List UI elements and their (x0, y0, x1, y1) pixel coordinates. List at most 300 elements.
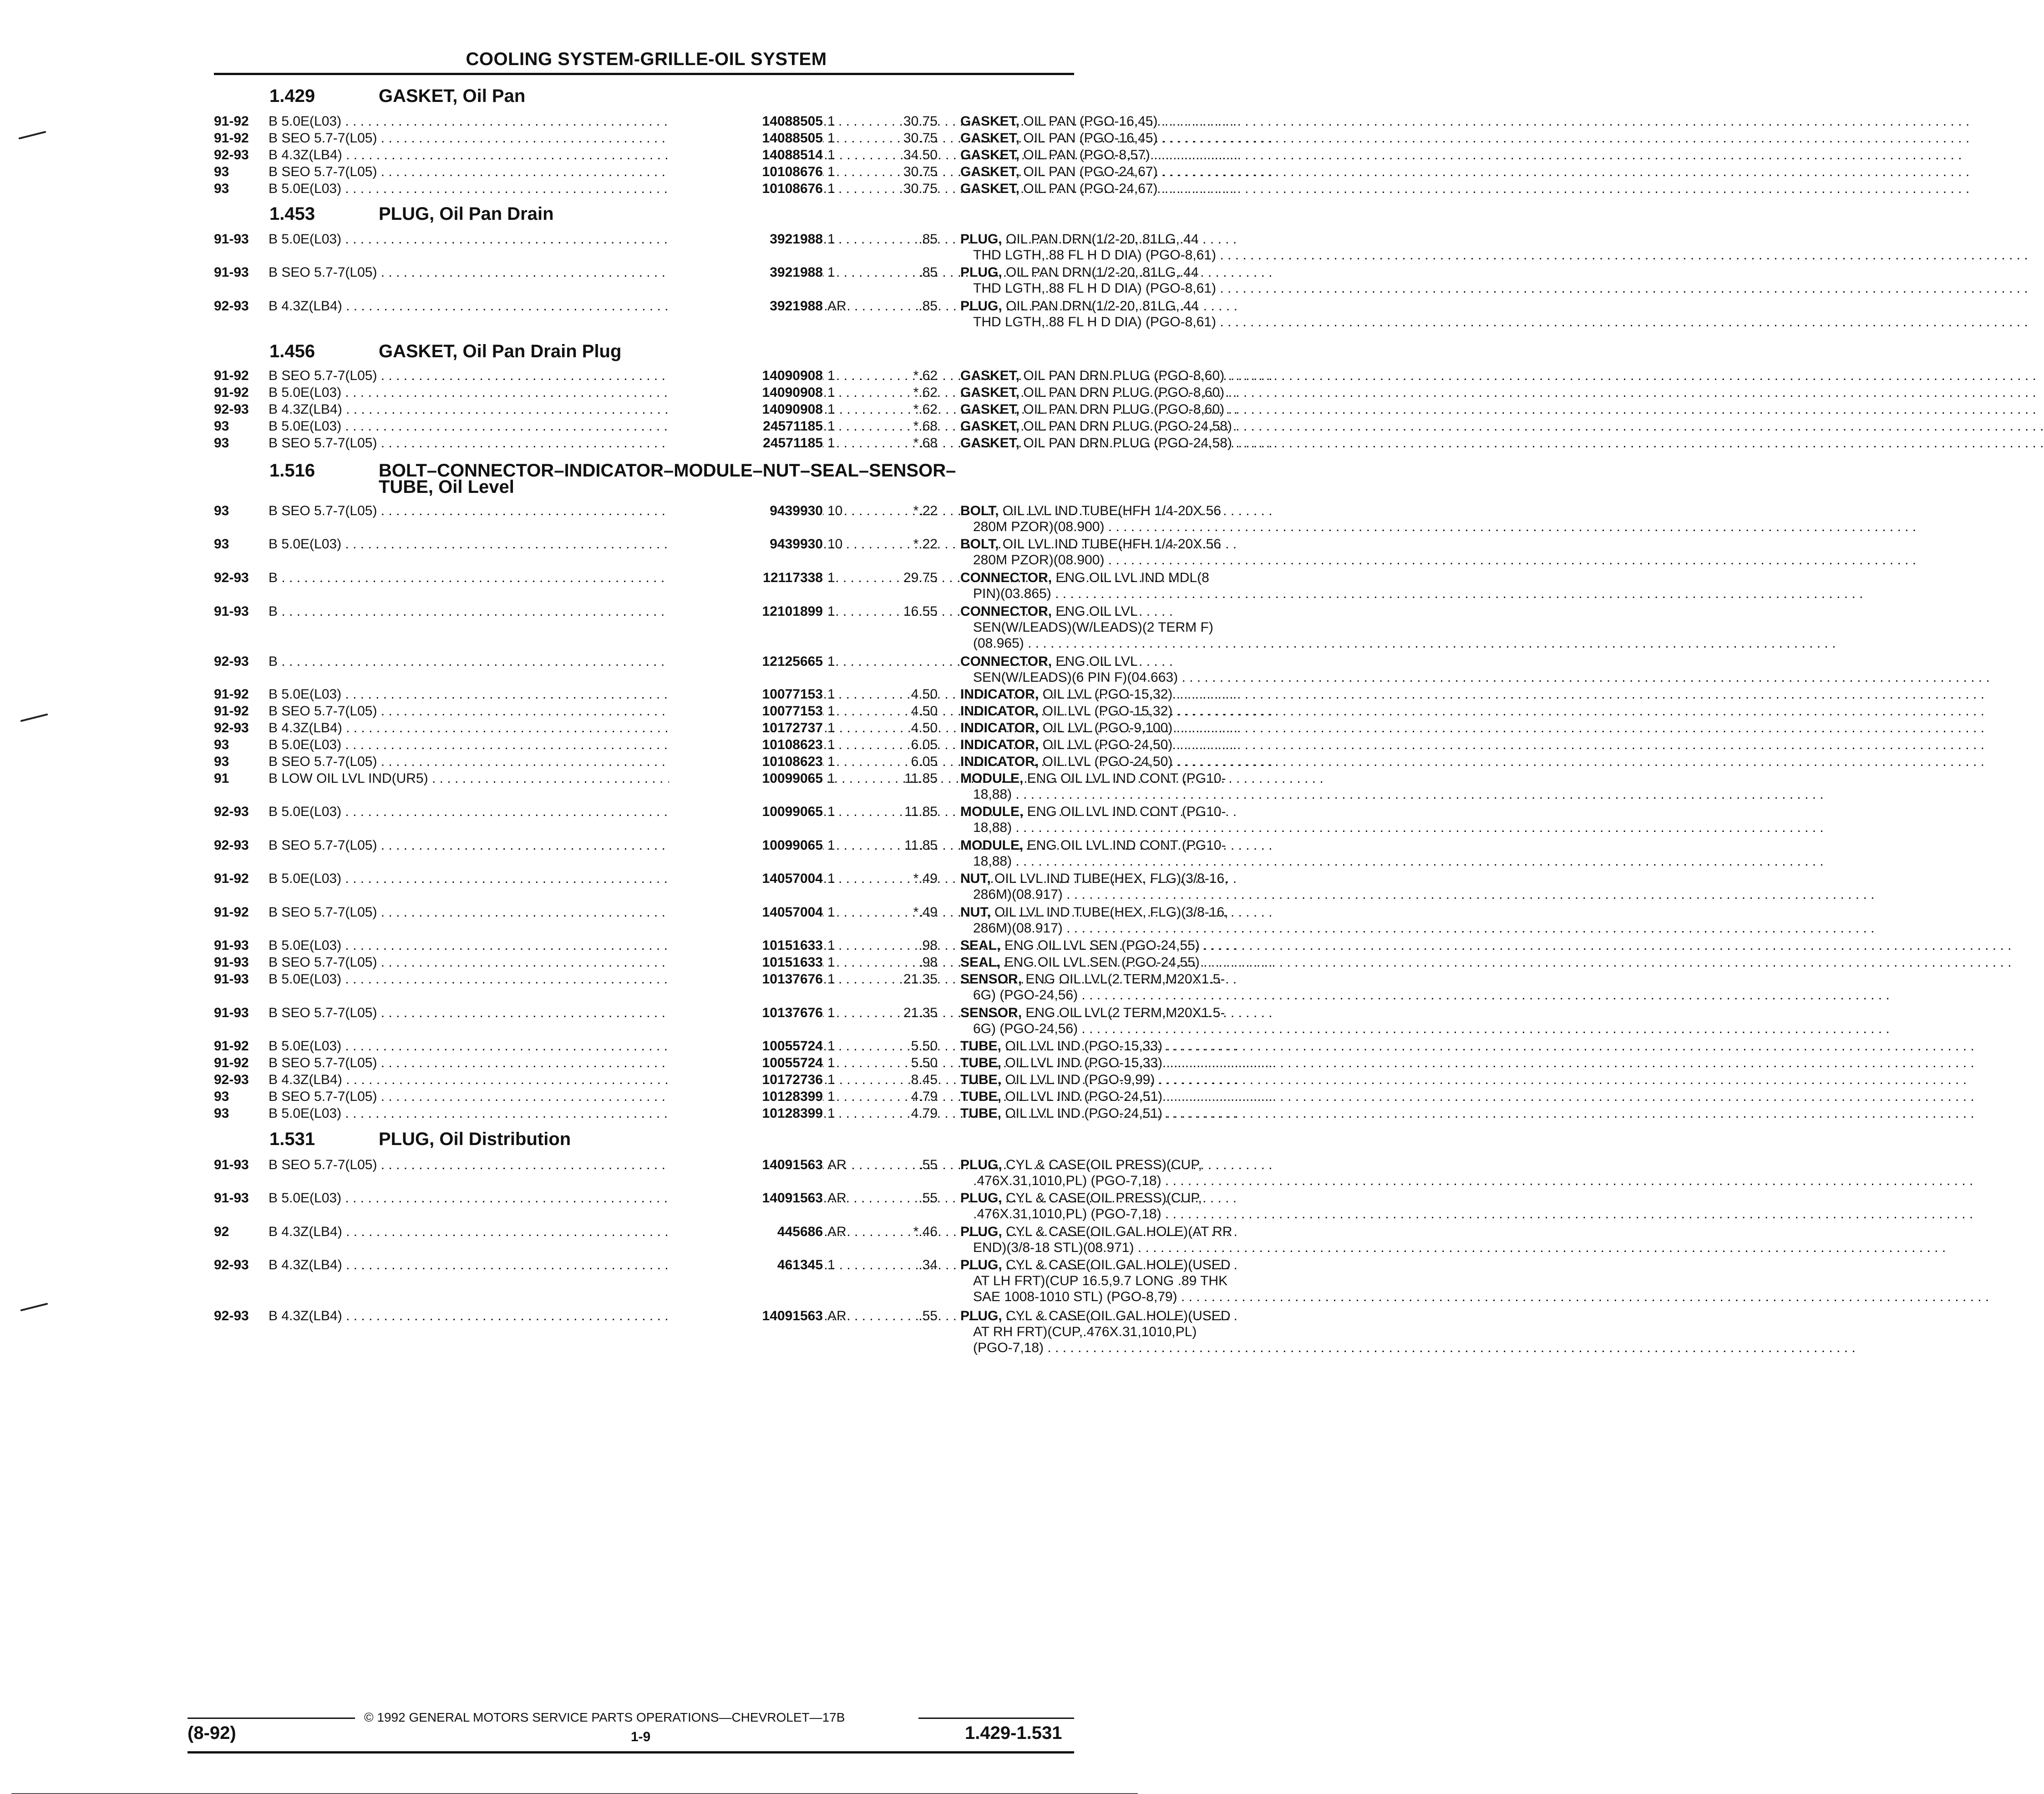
part-name: GASKET, (960, 147, 1020, 162)
part-detail: OIL PAN (PGO-24,67) (1023, 164, 1158, 179)
part-description (960, 264, 1288, 280)
part-detail: OIL LVL IND TUBE(HFH 1/4-20X.56 (1002, 503, 1221, 518)
engine-model: B 5.0E(L03) . . . (269, 385, 719, 400)
part-number: 10137676 (669, 1005, 823, 1021)
model-years: 91-93 (214, 938, 249, 953)
section-heading (269, 1130, 1043, 1148)
part-number: 14088505 (669, 130, 823, 146)
description-continued: THD LGTH,.88 FL H D DIA) (PGO-8,61) . . . (973, 247, 1288, 263)
price: 5.50 (911, 1055, 938, 1070)
quantity: 10 (827, 537, 843, 552)
price: 16.55 (903, 604, 938, 619)
price: 4.79 (911, 1089, 938, 1104)
revision-date: (8-92) (188, 1723, 236, 1743)
engine-model: B 4.3Z(LB4) . . . (269, 147, 719, 163)
part-name: TUBE, (960, 1055, 1001, 1070)
part-detail: OIL PAN DRN PLUG (PGO-8,60) (1023, 385, 1225, 400)
header-rule (214, 73, 1074, 75)
parts-row (214, 385, 1225, 400)
part-description (960, 804, 1288, 820)
price: 8.45 (911, 1072, 938, 1087)
model-years: 92-93 (214, 147, 249, 162)
part-detail: OIL PAN DRN PLUG (PGO-24,58) (1023, 436, 1232, 451)
quantity: 1 (827, 1089, 835, 1104)
parts-row (214, 1005, 1225, 1037)
part-name: GASKET, (960, 368, 1020, 383)
part-number: 10151633 (669, 938, 823, 953)
price: 30.75 (903, 181, 938, 196)
part-number: 10055724 (669, 1038, 823, 1054)
price: *.62 (913, 402, 938, 417)
parts-row (214, 298, 1216, 330)
part-description (960, 231, 1288, 247)
parts-row (214, 754, 1173, 770)
model-years: 91-93 (214, 232, 249, 247)
parts-row (214, 1157, 1202, 1189)
quantity: 1 (827, 1257, 835, 1272)
price: 6.05 (911, 754, 938, 769)
engine-model: B SEO 5.7-7(L05) . . . (269, 1055, 719, 1071)
description-continued: PIN)(03.865) . . . (973, 586, 1288, 602)
part-detail: OIL LVL IND (PGO-24,51) (1005, 1089, 1163, 1104)
part-detail: CYL & CASE(OIL PRESS)(CUP, (1006, 1157, 1202, 1172)
model-years: 93 (214, 737, 229, 752)
part-number: 12117338 (669, 570, 823, 586)
section-title: GASKET, Oil Pan (379, 86, 526, 106)
model-years: 91-93 (214, 972, 249, 987)
price: *.22 (913, 537, 938, 552)
part-number: 10055724 (669, 1055, 823, 1071)
price: .34 (918, 1257, 938, 1272)
quantity: 1 (827, 131, 835, 146)
part-description (960, 147, 1288, 163)
parts-row (214, 1072, 1155, 1088)
engine-model: B 5.0E(L03) . . . (269, 536, 719, 552)
part-description (960, 181, 1288, 197)
quantity: 1 (827, 720, 835, 735)
model-years: 92 (214, 1224, 229, 1239)
part-detail: OIL LVL (PGO-24,50) (1042, 754, 1173, 769)
part-description (960, 954, 1288, 970)
margin-mark (18, 131, 46, 140)
part-name: PLUG, (960, 1191, 1002, 1206)
price: 11.85 (904, 838, 938, 853)
part-description (960, 536, 1288, 552)
part-name: INDICATOR, (960, 754, 1039, 769)
page-title: COOLING SYSTEM-GRILLE-OIL SYSTEM (466, 49, 827, 69)
quantity: 1 (827, 1039, 835, 1054)
model-years: 93 (214, 181, 229, 196)
price: 4.50 (911, 720, 938, 735)
model-years: 93 (214, 503, 229, 518)
parts-row (214, 1055, 1163, 1071)
price: .55 (918, 1157, 938, 1172)
parts-row (214, 181, 1158, 197)
part-description (960, 418, 1288, 434)
price: .55 (918, 1191, 938, 1206)
part-number: 10172736 (669, 1072, 823, 1088)
part-description (960, 298, 1288, 314)
parts-row (214, 837, 1226, 869)
part-description (960, 971, 1288, 987)
part-number: 461345 (669, 1257, 823, 1273)
engine-model: B LOW OIL LVL IND(UR5) . . . (269, 770, 719, 786)
part-detail: OIL PAN (PGO-16,45) (1023, 131, 1158, 146)
model-years: 92-93 (214, 720, 249, 735)
part-number: 14090908 (669, 385, 823, 400)
part-description (960, 113, 1288, 129)
quantity: 1 (827, 232, 835, 247)
part-detail: OIL LVL IND TUBE(HFH 1/4-20X.56 (1002, 537, 1221, 552)
engine-model: B 4.3Z(LB4) . . . (269, 720, 719, 736)
footer-rule-right (918, 1718, 1074, 1719)
part-name: PLUG, (960, 1157, 1002, 1172)
price: *.46 (913, 1224, 938, 1239)
parts-row (214, 401, 1225, 417)
part-number: 9439930 (669, 536, 823, 552)
engine-model: B 5.0E(L03) . . . (269, 1038, 719, 1054)
description-continued: AT LH FRT)(CUP 16.5,9.7 LONG .89 THK (973, 1273, 1228, 1288)
part-description (960, 1308, 1288, 1324)
engine-model: B SEO 5.7-7(L05) . . . (269, 130, 719, 146)
part-name: BOLT, (960, 503, 999, 518)
footer-rule-left (188, 1718, 355, 1719)
parts-row (214, 418, 1232, 434)
part-number: 14088505 (669, 113, 823, 129)
part-number: 14090908 (669, 368, 823, 384)
price: 11.85 (904, 771, 938, 786)
engine-model: B 4.3Z(LB4) . . . (269, 1257, 719, 1273)
model-years: 93 (214, 1089, 229, 1104)
part-detail: OIL PAN DRN PLUG (PGO-8,60) (1023, 402, 1225, 417)
part-detail: ENG OIL LVL IND MDL(8 (1055, 570, 1209, 585)
part-name: TUBE, (960, 1039, 1001, 1054)
part-name: SEAL, (960, 938, 1001, 953)
part-name: SENSOR, (960, 1005, 1022, 1020)
part-detail: OIL PAN DRN PLUG (PGO-8,60) (1023, 368, 1225, 383)
part-name: NUT, (960, 871, 991, 886)
description-continued: 18,88) . . . (973, 820, 1288, 836)
model-years: 91-92 (214, 871, 249, 886)
part-description (960, 503, 1288, 519)
quantity: 1 (827, 838, 835, 853)
price: 21.35 (903, 1005, 938, 1020)
quantity: 1 (827, 804, 835, 819)
part-detail: OIL PAN (PGO-8,57) (1023, 147, 1150, 162)
engine-model: B 5.0E(L03) . . . (269, 181, 719, 197)
part-name: PLUG, (960, 265, 1002, 280)
section-number: 1.531 (269, 1129, 315, 1149)
part-name: NUT, (960, 905, 991, 920)
part-detail: ENG OIL LVL IND CONT (PG10- (1027, 838, 1226, 853)
quantity: 1 (827, 955, 835, 970)
quantity: AR (827, 1157, 847, 1172)
price: 6.05 (911, 737, 938, 752)
copyright-notice: © 1992 GENERAL MOTORS SERVICE PARTS OPERATIONS—CHEVROLET—17B (364, 1710, 845, 1724)
description-continued: END)(3/8-18 STL)(08.971) . . . (973, 1240, 1288, 1256)
description-continued-2: (PGO-7,18) . . . (973, 1340, 1288, 1356)
part-number: 3921988 (669, 231, 823, 247)
section-number: 1.453 (269, 204, 315, 224)
quantity: AR (827, 1308, 847, 1323)
part-detail: ENG OIL LVL SEN (PGO-24,55) (1004, 938, 1200, 953)
model-years: 93 (214, 419, 229, 434)
price: 34.50 (903, 147, 938, 162)
model-years: 91-92 (214, 687, 249, 702)
parts-row (214, 1308, 1231, 1356)
quantity: AR (827, 1191, 847, 1206)
parts-row (214, 971, 1225, 1003)
description-continued: 18,88) . . . (973, 786, 1288, 802)
model-years: 91-92 (214, 114, 249, 129)
quantity: 1 (827, 368, 835, 383)
description-continued: THD LGTH,.88 FL H D DIA) (PGO-8,61) . . . (973, 280, 1288, 296)
price: *.68 (913, 436, 938, 451)
engine-model: B 5.0E(L03) . . . (269, 1105, 719, 1121)
parts-row (214, 570, 1209, 602)
part-name: PLUG, (960, 1257, 1002, 1272)
price: 4.50 (911, 687, 938, 702)
part-number: 14057004 (669, 871, 823, 887)
part-number: 14091563 (669, 1190, 823, 1206)
part-detail: ENG OIL LVL(2 TERM,M20X1.5- (1025, 1005, 1225, 1020)
engine-model: B 4.3Z(LB4) . . . (269, 1308, 719, 1324)
part-number: 24571185 (669, 418, 823, 434)
model-years: 92-93 (214, 570, 249, 585)
engine-model: B 5.0E(L03) . . . (269, 737, 719, 753)
part-description (960, 1224, 1288, 1240)
model-years: 91-92 (214, 368, 249, 383)
engine-model: B SEO 5.7-7(L05) . . . (269, 435, 719, 451)
part-detail: CYL & CASE(OIL PRESS)(CUP, (1006, 1191, 1202, 1206)
part-description (960, 603, 1288, 619)
part-description (960, 1072, 1288, 1088)
description-continued: 18,88) . . . (973, 853, 1288, 869)
part-number: 10077153 (669, 703, 823, 719)
quantity: 1 (827, 436, 835, 451)
part-description (960, 385, 1288, 400)
part-name: GASKET, (960, 114, 1020, 129)
part-number: 10108676 (669, 181, 823, 197)
part-name: CONNECTOR, (960, 654, 1052, 669)
model-years: 91-92 (214, 1039, 249, 1054)
description-continued: SEN(W/LEADS)(W/LEADS)(2 TERM F) (973, 620, 1213, 635)
section-number: 1.429 (269, 86, 315, 106)
part-name: PLUG, (960, 1224, 1002, 1239)
engine-model: B . . . (269, 570, 719, 586)
part-description (960, 435, 1288, 451)
engine-model: B 5.0E(L03) . . . (269, 113, 719, 129)
part-name: TUBE, (960, 1106, 1001, 1121)
parts-row (214, 938, 1200, 953)
engine-model: B 4.3Z(LB4) . . . (269, 1224, 719, 1240)
part-detail: OIL LVL IND (PGO-9,99) (1005, 1072, 1155, 1087)
quantity: 1 (827, 687, 835, 702)
part-description (960, 770, 1288, 786)
engine-model: B 5.0E(L03) . . . (269, 871, 719, 887)
model-years: 92-93 (214, 1257, 249, 1272)
quantity: 1 (827, 265, 835, 280)
part-name: BOLT, (960, 537, 999, 552)
price: .98 (918, 955, 938, 970)
part-name: SENSOR, (960, 972, 1022, 987)
engine-model: B SEO 5.7-7(L05) . . . (269, 1157, 719, 1173)
section-number: 1.456 (269, 341, 315, 361)
part-number: 14057004 (669, 904, 823, 920)
quantity: 1 (827, 704, 835, 719)
part-name: INDICATOR, (960, 687, 1039, 702)
price: *.49 (913, 871, 938, 886)
part-number: 3921988 (669, 298, 823, 314)
price: 30.75 (903, 164, 938, 179)
part-detail: OIL LVL (PGO-15,32) (1042, 687, 1173, 702)
part-description (960, 1190, 1288, 1206)
parts-row (214, 720, 1173, 736)
part-detail: OIL LVL (PGO-24,50) (1042, 737, 1173, 752)
margin-mark (20, 714, 48, 722)
price: 4.50 (911, 704, 938, 719)
price: .85 (918, 299, 938, 314)
quantity: 1 (827, 972, 835, 987)
part-number: 10137676 (669, 971, 823, 987)
part-number: 445686 (669, 1224, 823, 1240)
price: 21.35 (903, 972, 938, 987)
parts-row (214, 368, 1225, 384)
model-years: 92-93 (214, 654, 249, 669)
part-description (960, 1055, 1288, 1071)
part-detail: ENG OIL LVL (1055, 654, 1138, 669)
quantity: 1 (827, 385, 835, 400)
engine-model: B SEO 5.7-7(L05) . . . (269, 703, 719, 719)
margin-mark (20, 1303, 48, 1312)
part-number: 10077153 (669, 686, 823, 702)
parts-row (214, 1038, 1163, 1054)
model-years: 92-93 (214, 299, 249, 314)
parts-row (214, 1105, 1163, 1121)
engine-model: B SEO 5.7-7(L05) . . . (269, 904, 719, 920)
quantity: 1 (827, 871, 835, 886)
price: 5.50 (911, 1039, 938, 1054)
part-description (960, 401, 1288, 417)
model-years: 92-93 (214, 1072, 249, 1087)
part-detail: OIL LVL (PGO-15,32) (1042, 704, 1173, 719)
part-detail: OIL PAN (PGO-16,45) (1023, 114, 1158, 129)
part-number: 10099065 (669, 837, 823, 853)
parts-row (214, 954, 1200, 970)
part-number: 10128399 (669, 1089, 823, 1105)
part-number: 10099065 (669, 804, 823, 820)
part-description (960, 686, 1288, 702)
quantity: 1 (827, 570, 835, 585)
part-number: 10108623 (669, 737, 823, 753)
part-number: 10099065 (669, 770, 823, 786)
part-number: 24571185 (669, 435, 823, 451)
part-name: SEAL, (960, 955, 1001, 970)
part-detail: OIL PAN DRN(1/2-20,.81LG,.44 (1006, 299, 1199, 314)
part-description (960, 703, 1288, 719)
engine-model: B SEO 5.7-7(L05) . . . (269, 754, 719, 770)
engine-model: B 5.0E(L03) . . . (269, 1190, 719, 1206)
description-continued: .476X.31,1010,PL) (PGO-7,18) . . . (973, 1173, 1288, 1189)
model-years: 91-92 (214, 704, 249, 719)
part-number: 14088514 (669, 147, 823, 163)
price: *.62 (913, 385, 938, 400)
engine-model: B SEO 5.7-7(L05) . . . (269, 264, 719, 280)
part-description (960, 904, 1288, 920)
engine-model: B 5.0E(L03) . . . (269, 418, 719, 434)
part-description (960, 720, 1288, 736)
model-years: 91-93 (214, 604, 249, 619)
part-name: TUBE, (960, 1089, 1001, 1104)
parts-row (214, 603, 1213, 651)
part-description (960, 837, 1288, 853)
part-name: INDICATOR, (960, 720, 1039, 735)
part-number: 10108623 (669, 754, 823, 770)
quantity: AR (827, 299, 847, 314)
part-name: CONNECTOR, (960, 570, 1052, 585)
part-name: GASKET, (960, 164, 1020, 179)
price: .85 (918, 265, 938, 280)
section-title: PLUG, Oil Distribution (379, 1129, 571, 1149)
part-number: 12125665 (669, 654, 823, 669)
quantity: 1 (827, 1055, 835, 1070)
model-years: 92-93 (214, 838, 249, 853)
part-detail: ENG OIL LVL(2 TERM,M20X1.5- (1025, 972, 1225, 987)
description-continued-2: SAE 1008-1010 STL) (PGO-8,79) . . . (973, 1289, 1288, 1305)
parts-row (214, 1224, 1232, 1256)
section-number: 1.516 (269, 461, 315, 481)
part-description (960, 1005, 1288, 1021)
part-description (960, 754, 1288, 770)
parts-row (214, 1190, 1202, 1222)
engine-model: B SEO 5.7-7(L05) . . . (269, 1005, 719, 1021)
parts-row (214, 703, 1173, 719)
model-years: 92-93 (214, 1308, 249, 1323)
quantity: 1 (827, 147, 835, 162)
part-detail: OIL LVL IND (PGO-15,33) (1005, 1055, 1163, 1070)
model-years: 92-93 (214, 804, 249, 819)
part-name: MODULE, (960, 838, 1024, 853)
description-continued: 6G) (PGO-24,56) . . . (973, 987, 1288, 1003)
part-name: GASKET, (960, 402, 1020, 417)
engine-model: B SEO 5.7-7(L05) . . . (269, 503, 719, 519)
quantity: 1 (827, 1005, 835, 1020)
engine-model: B SEO 5.7-7(L05) . . . (269, 164, 719, 180)
part-number: 10172737 (669, 720, 823, 736)
section-title: GASKET, Oil Pan Drain Plug (379, 341, 622, 361)
parts-row (214, 164, 1158, 180)
part-detail: CYL & CASE(OIL GAL HOLE)(AT RR (1006, 1224, 1232, 1239)
part-number: 14091563 (669, 1157, 823, 1173)
price: *.22 (913, 503, 938, 518)
part-name: PLUG, (960, 1308, 1002, 1323)
engine-model: B SEO 5.7-7(L05) . . . (269, 1089, 719, 1105)
price: *.49 (913, 905, 938, 920)
price: .98 (918, 938, 938, 953)
model-years: 93 (214, 164, 229, 179)
model-years: 91-92 (214, 1055, 249, 1070)
engine-model: B 5.0E(L03) . . . (269, 938, 719, 953)
model-years: 91-93 (214, 1005, 249, 1020)
section-title-line2: TUBE, Oil Level (379, 477, 514, 497)
description-continued: 286M)(08.917) . . . (973, 887, 1288, 902)
description-continued: 6G) (PGO-24,56) . . . (973, 1021, 1288, 1037)
engine-model: B . . . (269, 603, 719, 619)
quantity: 1 (827, 905, 835, 920)
quantity: 1 (827, 419, 835, 434)
description-continued: 286M)(08.917) . . . (973, 920, 1288, 936)
part-detail: OIL PAN DRN(1/2-20,.81LG,.44 (1006, 232, 1199, 247)
